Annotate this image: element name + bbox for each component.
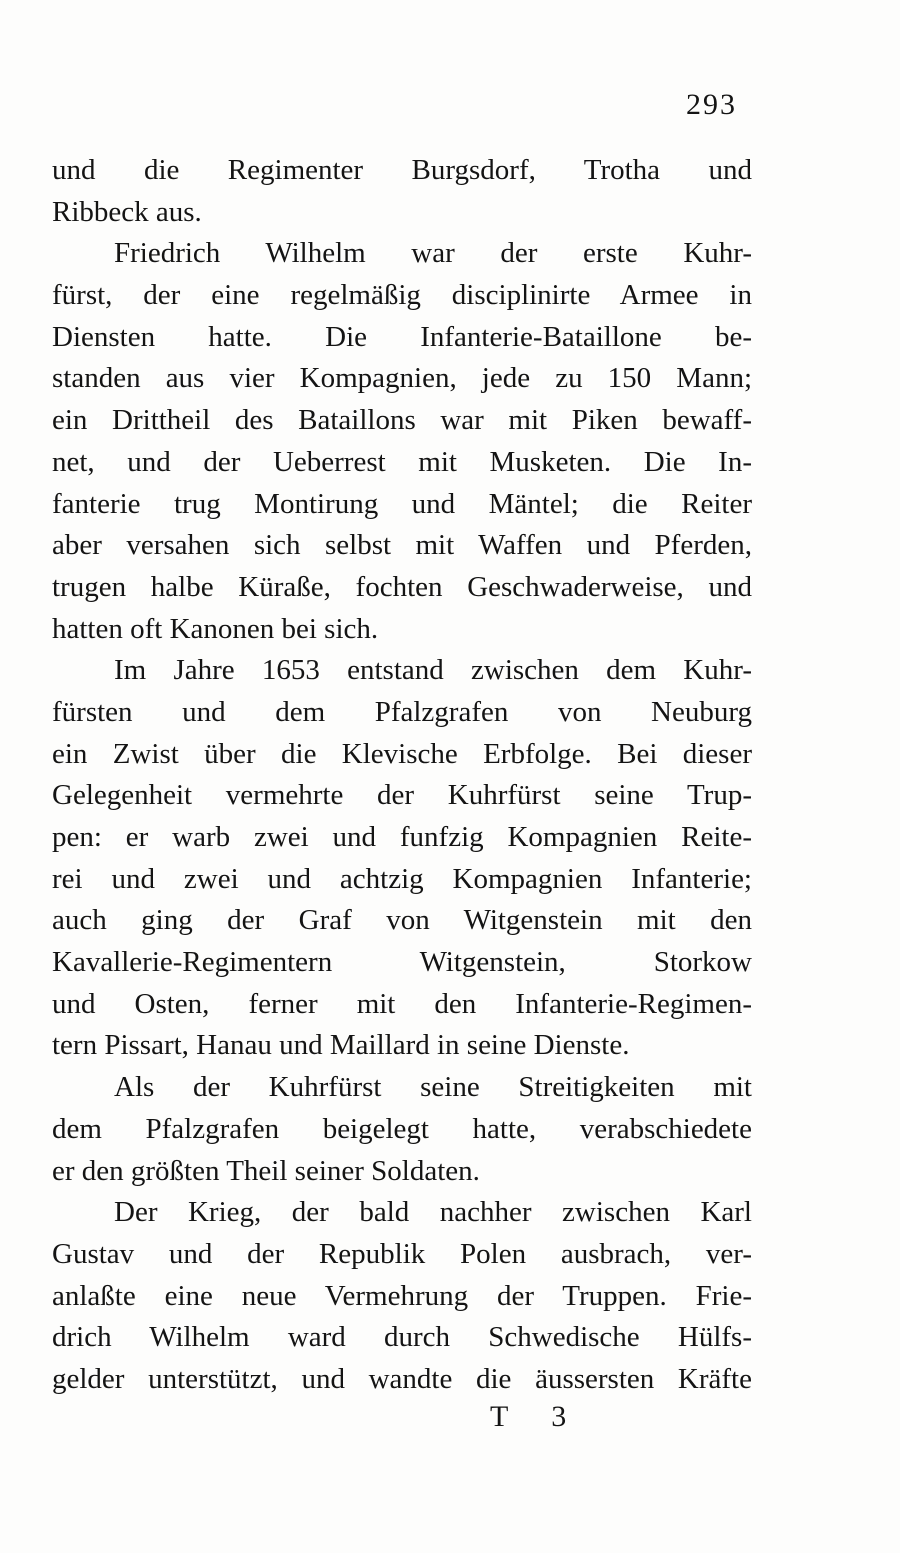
- text-line: Kavallerie-Regimentern Witgenstein, Storkow: [52, 946, 752, 979]
- text-line: und Osten, ferner mit den Infanterie-Regimen-: [52, 987, 752, 1020]
- printer-signature-mark: T 3: [490, 1400, 585, 1433]
- text-line: gelder unterstützt, und wandte die äussersten Kräfte: [52, 1362, 752, 1395]
- text-line: dem Pfalzgrafen beigelegt hatte, verabschiedete: [52, 1112, 752, 1145]
- text-line: tern Pissart, Hanau und Maillard in seine Dienste.: [52, 1029, 630, 1062]
- text-line: ein Drittheil des Bataillons war mit Piken bewaff-: [52, 404, 752, 437]
- text-line: trugen halbe Küraße, fochten Geschwaderweise, und: [52, 570, 752, 603]
- text-line: fürsten und dem Pfalzgrafen von Neuburg: [52, 695, 752, 728]
- text-line: rei und zwei und achtzig Kompagnien Infanterie;: [52, 862, 752, 895]
- text-line: er den größten Theil seiner Soldaten.: [52, 1154, 480, 1187]
- text-line: auch ging der Graf von Witgenstein mit den: [52, 904, 752, 937]
- text-line: Ribbeck aus.: [52, 195, 202, 228]
- text-line: fanterie trug Montirung und Mäntel; die Reiter: [52, 487, 752, 520]
- text-line: Gustav und der Republik Polen ausbrach, ver-: [52, 1237, 752, 1270]
- text-line: ein Zwist über die Klevische Erbfolge. Bei dieser: [52, 737, 752, 770]
- text-line: Diensten hatte. Die Infanterie-Bataillone be-: [52, 320, 752, 353]
- text-line: anlaßte eine neue Vermehrung der Truppen. Frie-: [52, 1279, 752, 1312]
- text-line: aber versahen sich selbst mit Waffen und Pferden,: [52, 529, 752, 562]
- body-text: [52, 150, 752, 1401]
- text-line: net, und der Ueberrest mit Musketen. Die In-: [52, 445, 752, 478]
- text-line: Friedrich Wilhelm war der erste Kuhr-: [114, 237, 752, 270]
- text-line: fürst, der eine regelmäßig disciplinirte Armee in: [52, 279, 752, 312]
- text-line: Als der Kuhrfürst seine Streitigkeiten mit: [114, 1071, 752, 1104]
- text-line: und die Regimenter Burgsdorf, Trotha und: [52, 154, 752, 186]
- text-line: drich Wilhelm ward durch Schwedische Hülfs-: [52, 1321, 752, 1354]
- text-line: Im Jahre 1653 entstand zwischen dem Kuhr-: [114, 654, 752, 687]
- text-line: Der Krieg, der bald nachher zwischen Karl: [114, 1196, 752, 1229]
- text-line: standen aus vier Kompagnien, jede zu 150 Mann;: [52, 362, 752, 395]
- text-line: pen: er warb zwei und funfzig Kompagnien Reite-: [52, 821, 752, 853]
- page-number: 293: [686, 88, 737, 121]
- text-line: hatten oft Kanonen bei sich.: [52, 612, 379, 645]
- text-line: Gelegenheit vermehrte der Kuhrfürst seine Trup-: [52, 779, 752, 812]
